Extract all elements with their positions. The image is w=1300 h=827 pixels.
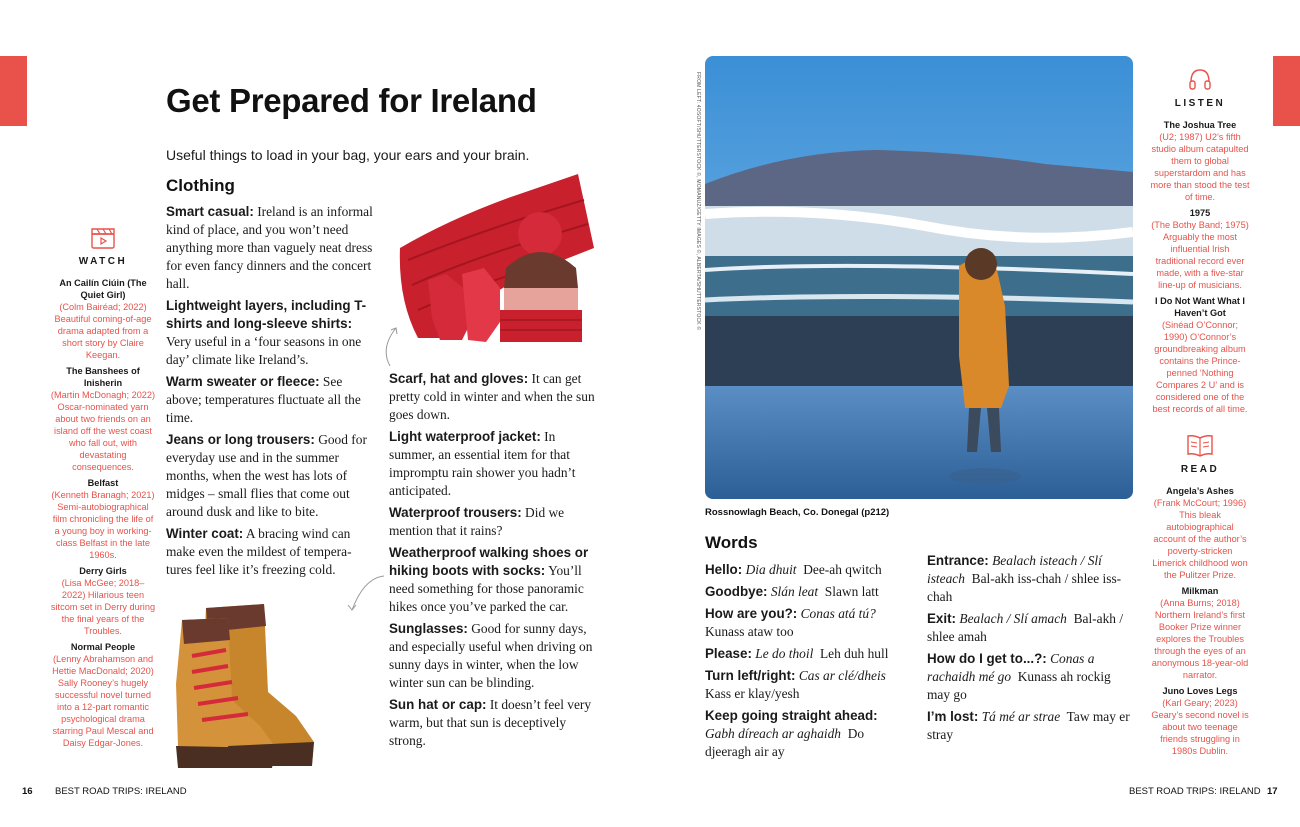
clothing-entry-label: Jeans or long trousers: — [166, 432, 315, 447]
phrase-entry — [705, 605, 910, 641]
clothing-entry — [166, 373, 376, 427]
phrase-english: Entrance: — [927, 553, 989, 568]
clothing-heading: Clothing — [166, 176, 235, 195]
read-item — [1150, 685, 1250, 757]
watch-item-title: An Cailín Ciúin (The Quiet Girl) — [59, 278, 147, 300]
clothing-entry-label: Smart casual: — [166, 204, 254, 219]
watch-item-description: (Martin McDonagh; 2022) Oscar-nominated yarn about two friends on an island off the west coast who fall out, with devastating consequences. — [50, 390, 156, 472]
phrase-pronunciation: Dee-ah qwitch — [803, 562, 882, 577]
phrase-pronunciation: Kunass ah rockig may go — [927, 669, 1111, 702]
clothing-entry-label: Light waterproof jacket: — [389, 429, 541, 444]
watch-item-title: Normal People — [70, 642, 136, 652]
clothing-column-right — [389, 370, 599, 754]
hiking-boots-image — [172, 596, 342, 772]
phrase-pronunciation: Bal-akh iss-chah / shlee iss-chah — [927, 571, 1122, 604]
watch-item-title: The Banshees of Inisherin — [66, 366, 140, 388]
phrase-entry — [705, 561, 910, 579]
listen-item-title: I Do Not Want What I Haven’t Got — [1155, 296, 1245, 318]
photo-caption: Rossnowlagh Beach, Co. Donegal (p212) — [705, 507, 890, 518]
intro-text: Useful things to load in your bag, your ears and your brain. — [166, 147, 530, 163]
watch-item — [50, 641, 156, 749]
clothing-entry — [389, 370, 599, 424]
clothing-entry-label: Lightweight layers, including T-shirts and long-sleeve shirts: — [166, 298, 367, 331]
listen-item — [1150, 295, 1250, 415]
listen-item — [1150, 207, 1250, 291]
words-column-right — [927, 552, 1137, 748]
phrase-entry — [927, 610, 1137, 646]
phrase-english: How do I get to...?: — [927, 651, 1047, 666]
phrase-pronunciation: Leh duh hull — [820, 646, 889, 661]
phrase-irish: Le do thoil — [755, 646, 814, 661]
listen-heading: LISTEN — [1174, 98, 1226, 109]
right-page-tab — [1273, 56, 1300, 126]
clapperboard-icon — [90, 226, 116, 250]
clothing-entry-text: Good for sunny days, and especially useful when driving on sunny days in winter, when the low winter sun can be blinding. — [389, 621, 593, 690]
left-page-number: 16 — [22, 786, 33, 797]
listen-sidebar — [1150, 66, 1250, 419]
clothing-entry-text: It doesn’t feel very warm, but that sun is deceptively strong. — [389, 697, 592, 748]
clothing-entry-text: A bracing wind can make even the mildest of tempera-tures feel like it’s freezing cold. — [166, 526, 352, 577]
book-icon — [1186, 432, 1214, 458]
clothing-entry-label: Warm sweater or fleece: — [166, 374, 320, 389]
phrase-english: Keep going straight ahead: — [705, 708, 878, 723]
clothing-entry-text: See above; temperatures fluctuate all the time. — [166, 374, 361, 425]
phrase-english: Goodbye: — [705, 584, 768, 599]
phrase-english: Hello: — [705, 562, 743, 577]
phrase-irish: Bealach isteach / Slí isteach — [927, 553, 1102, 586]
clothing-entry-label: Weatherproof walking shoes or hiking boots with socks: — [389, 545, 589, 578]
phrase-irish: Tá mé ar strae — [981, 709, 1061, 724]
phrase-english: Turn left/right: — [705, 668, 796, 683]
phrase-pronunciation: Do djeeragh air ay — [705, 726, 865, 759]
phrase-entry — [705, 645, 910, 663]
clothing-entry-label: Sun hat or cap: — [389, 697, 487, 712]
phrase-english: I’m lost: — [927, 709, 979, 724]
phrase-irish: Slán leat — [770, 584, 819, 599]
phrase-pronunciation: Slawn latt — [824, 584, 879, 599]
watch-item-description: (Lisa McGee; 2018–2022) Hilarious teen sitcom set in Derry during the final years of the Troubles. — [50, 578, 156, 636]
phrase-irish: Conas a rachaidh mé go — [927, 651, 1095, 684]
phrase-entry — [705, 667, 910, 703]
clothing-entry — [389, 696, 599, 750]
listen-item-title: The Joshua Tree — [1163, 120, 1237, 130]
clothing-entry-text: You’ll need something for those panoramic hikes once you’ve parked the car. — [389, 563, 584, 614]
clothing-entry — [389, 504, 599, 540]
phrase-entry — [927, 552, 1137, 606]
clothing-entry-label: Waterproof trousers: — [389, 505, 522, 520]
clothing-entry-text: Ireland is an informal kind of place, and you won’t need anything more than vaguely neat dress for even fancy dinners and the concert hall. — [166, 204, 373, 291]
phrase-entry — [705, 583, 910, 601]
phrase-pronunciation: Kass er klay/yesh — [705, 686, 800, 701]
words-heading: Words — [705, 533, 758, 552]
clothing-entry — [166, 431, 376, 521]
phrase-english: How are you?: — [705, 606, 798, 621]
read-item-description: (Karl Geary; 2023) Geary’s second novel is about two teenage friends struggling in 1980s Dublin. — [1151, 698, 1249, 756]
scarf-hat-gloves-image — [388, 170, 598, 345]
headphones-icon — [1187, 66, 1213, 92]
read-item — [1150, 485, 1250, 581]
phrase-entry — [927, 708, 1137, 744]
read-sidebar — [1150, 432, 1250, 761]
beach-photo — [705, 56, 1133, 499]
phrase-irish: Conas atá tú? — [800, 606, 876, 621]
read-item-description: (Anna Burns; 2018) Northern Ireland’s first Booker Prize winner explores the Troubles through the eyes of an anonymous 18-year-old narrator. — [1151, 598, 1249, 680]
read-item-title: Angela’s Ashes — [1166, 486, 1234, 496]
clothing-entry — [389, 620, 599, 692]
listen-item-description: (The Bothy Band; 1975) Arguably the most influential Irish traditional record ever made, with a five-star line-up of musicians. — [1151, 220, 1249, 290]
read-item-title: Juno Loves Legs — [1162, 686, 1238, 696]
pointer-arrow — [380, 322, 404, 368]
watch-item-title: Belfast — [87, 478, 119, 488]
phrase-pronunciation: Kunass ataw too — [705, 624, 794, 639]
watch-item-description: (Colm Bairéad; 2022) Beautiful coming-of-age drama adapted from a short story by Claire Keegan. — [54, 302, 152, 360]
photo-credit: FROM LEFT: 4OSOFT/SHUTTERSTOCK ©, MOMANUZ/GETTY IMAGES ©, ALBERTA/SHUTTERSTOCK © — [695, 72, 701, 331]
listen-item-description: (U2; 1987) U2’s fifth studio album catapulted them to global superstardom and has more than stood the test of time. — [1150, 132, 1250, 202]
page-title: Get Prepared for Ireland — [166, 82, 537, 119]
left-page-tab — [0, 56, 27, 126]
clothing-entry-text: Very useful in a ‘four seasons in one day’ climate like Ireland’s. — [166, 334, 362, 367]
watch-heading: WATCH — [78, 256, 128, 267]
watch-item — [50, 477, 156, 561]
phrase-pronunciation: Taw may er stray — [927, 709, 1130, 742]
phrase-irish: Cas ar clé/dheis — [798, 668, 886, 683]
left-running-footer: BEST ROAD TRIPS: IRELAND — [55, 786, 187, 797]
clothing-entry-label: Winter coat: — [166, 526, 244, 541]
read-heading: READ — [1180, 464, 1220, 475]
clothing-entry — [389, 428, 599, 500]
clothing-entry — [166, 525, 376, 579]
clothing-entry-text: In summer, an essential item for that impromptu rain shower you hadn’t anticipated. — [389, 429, 576, 498]
clothing-entry-text: It can get pretty cold in winter and when the sun goes down. — [389, 371, 595, 422]
phrase-irish: Bealach / Slí amach — [959, 611, 1067, 626]
phrase-entry — [705, 707, 910, 761]
listen-item-description: (Sinéad O’Connor; 1990) O’Connor’s groundbreaking album contains the Prince-penned ‘Nothing Compares 2 U’ and is considered one of the best records of all time. — [1152, 320, 1248, 414]
listen-item — [1150, 119, 1250, 203]
pointer-arrow — [344, 574, 386, 614]
clothing-entry-text: Good for everyday use and in the summer months, when the west has lots of midges – small flies that come out around dusk and like to bite. — [166, 432, 367, 519]
clothing-column-left — [166, 203, 376, 583]
watch-item-title: Derry Girls — [79, 566, 127, 576]
phrase-english: Please: — [705, 646, 752, 661]
watch-item — [50, 277, 156, 361]
watch-item — [50, 565, 156, 637]
clothing-entry — [166, 297, 376, 369]
watch-item-description: (Lenny Abrahamson and Hettie MacDonald; 2020) Sally Rooney’s hugely successful novel turned into a 12-part romantic psychological drama starring Paul Mescal and Daisy Edgar-Jones. — [52, 654, 154, 748]
watch-item — [50, 365, 156, 473]
clothing-entry-label: Scarf, hat and gloves: — [389, 371, 529, 386]
watch-sidebar — [50, 226, 156, 753]
phrase-pronunciation: Bal-akh / shlee amah — [927, 611, 1124, 644]
words-column-left — [705, 561, 910, 765]
read-item — [1150, 585, 1250, 681]
clothing-entry-label: Sunglasses: — [389, 621, 468, 636]
clothing-entry — [166, 203, 376, 293]
read-item-title: Milkman — [1181, 586, 1219, 596]
clothing-entry-text: Did we mention that it rains? — [389, 505, 565, 538]
listen-item-title: 1975 — [1189, 208, 1211, 218]
watch-item-description: (Kenneth Branagh; 2021) Semi-autobiographical film chronicling the life of a young boy in working-class Belfast in the late 1960s. — [51, 490, 155, 560]
phrase-irish: Gabh díreach ar aghaidh — [705, 726, 842, 741]
right-running-footer: BEST ROAD TRIPS: IRELAND — [1129, 786, 1261, 797]
right-page-number: 17 — [1267, 786, 1278, 797]
phrase-irish: Dia dhuit — [745, 562, 797, 577]
phrase-entry — [927, 650, 1137, 704]
clothing-entry — [389, 544, 599, 616]
phrase-english: Exit: — [927, 611, 957, 626]
read-item-description: (Frank McCourt; 1996) This bleak autobiographical account of the author’s poverty-stricken Limerick childhood won the Pulitzer Prize. — [1152, 498, 1248, 580]
